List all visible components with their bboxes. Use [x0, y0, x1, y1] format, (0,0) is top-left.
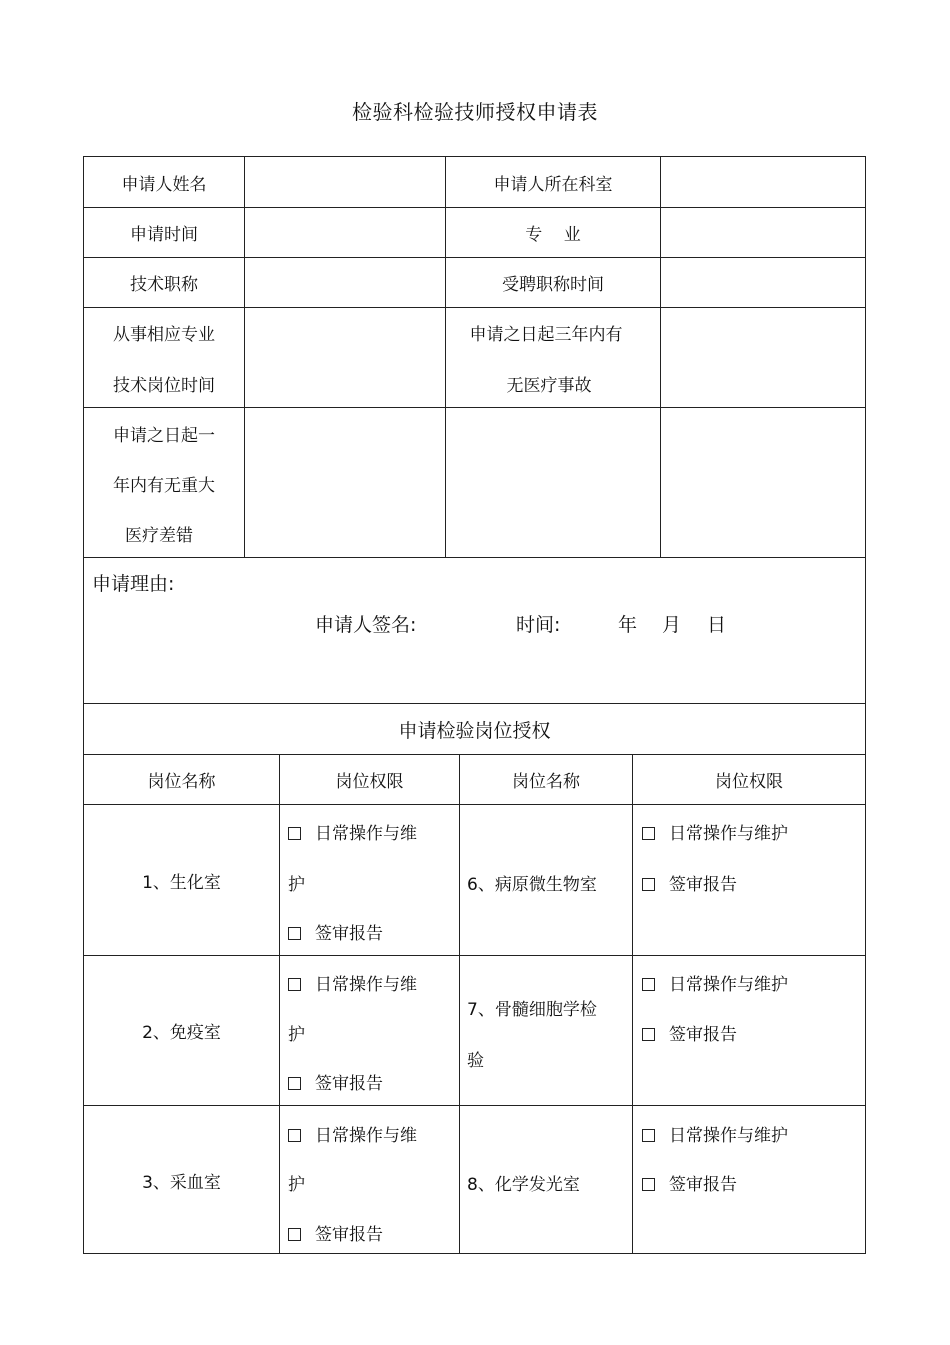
checkbox-icon[interactable] [288, 978, 301, 991]
checkbox-icon[interactable] [642, 827, 655, 840]
date-day: 日 [707, 614, 727, 636]
error-label-line1: 申请之日起一 [113, 426, 215, 446]
major-label: 专 业 [525, 225, 581, 245]
apply-time-label: 申请时间 [130, 225, 198, 245]
post-name-cell: 1、生化室 [142, 872, 221, 893]
perm-daily-option[interactable]: 日常操作与维护 [642, 1121, 788, 1146]
apply-time-field[interactable] [245, 208, 445, 257]
perm-daily-option[interactable]: 日常操作与维 [288, 970, 417, 995]
checkbox-icon[interactable] [288, 1129, 301, 1142]
checkbox-icon[interactable] [642, 1129, 655, 1142]
checkbox-icon[interactable] [288, 1228, 301, 1241]
checkbox-icon[interactable] [288, 927, 301, 940]
perm-daily-option[interactable]: 日常操作与维 [288, 819, 417, 844]
perm-daily-option[interactable]: 日常操作与维护 [642, 819, 788, 844]
checkbox-icon[interactable] [642, 1028, 655, 1041]
post-name-cell-line2: 验 [467, 1051, 484, 1071]
applicant-dept-label: 申请人所在科室 [493, 174, 613, 195]
row-divider [83, 557, 866, 558]
perm-daily-option[interactable]: 日常操作与维护 [642, 970, 788, 995]
major-field[interactable] [661, 208, 865, 257]
perm-sign-option[interactable]: 签审报告 [642, 1020, 737, 1045]
col-header-post-perm: 岗位权限 [335, 772, 404, 792]
accident-label-line2: 无医疗事故 [506, 376, 592, 396]
hire-time-label: 受聘职称时间 [502, 275, 604, 295]
error-field[interactable] [245, 408, 445, 557]
post-name-cell-line1: 7、骨髓细胞学检 [467, 1000, 597, 1020]
hire-time-field[interactable] [661, 258, 865, 307]
error-label-line2: 年内有无重大 [113, 476, 215, 496]
years-field[interactable] [245, 308, 445, 407]
row-divider [83, 407, 866, 408]
post-name-cell: 2、免疫室 [142, 1023, 221, 1043]
years-label-line2: 技术岗位时间 [113, 376, 215, 396]
col-divider [632, 754, 633, 1254]
accident-label-line1: 申请之日起三年内有 [469, 325, 623, 345]
signature-label: 申请人签名: [315, 614, 417, 636]
accident-field[interactable] [661, 308, 865, 407]
checkbox-icon[interactable] [288, 827, 301, 840]
perm-sign-option[interactable]: 签审报告 [642, 870, 737, 895]
checkbox-icon[interactable] [642, 1178, 655, 1191]
perm-sign-option[interactable]: 签审报告 [288, 919, 383, 944]
applicant-name-label: 申请人姓名 [121, 174, 207, 195]
post-name-cell: 6、病原微生物室 [467, 875, 597, 895]
col-divider [279, 754, 280, 1254]
applicant-name-field[interactable] [245, 157, 445, 207]
col-header-post-name: 岗位名称 [147, 772, 216, 792]
perm-sign-option[interactable]: 签审报告 [642, 1170, 737, 1195]
perm-daily-option-wrap: 护 [288, 1025, 305, 1045]
col-divider [459, 754, 460, 1254]
reason-label: 申请理由: [92, 573, 175, 595]
checkbox-icon[interactable] [642, 878, 655, 891]
error-label-line3: 医疗差错 [125, 526, 193, 546]
perm-sign-option[interactable]: 签审报告 [288, 1220, 383, 1245]
col-header-post-perm: 岗位权限 [715, 772, 783, 792]
page-title: 检验科检验技师授权申请表 [352, 100, 598, 124]
perm-daily-option-wrap: 护 [288, 875, 305, 895]
date-year: 年 [618, 614, 638, 636]
post-name-cell: 3、采血室 [142, 1172, 221, 1193]
auth-section-header: 申请检验岗位授权 [398, 719, 551, 742]
perm-daily-option[interactable]: 日常操作与维 [288, 1121, 417, 1146]
checkbox-icon[interactable] [642, 978, 655, 991]
date-label: 时间: [516, 614, 561, 636]
date-month: 月 [662, 614, 682, 636]
perm-sign-option[interactable]: 签审报告 [288, 1069, 383, 1094]
perm-daily-option-wrap: 护 [288, 1175, 305, 1195]
years-label-line1: 从事相应专业 [113, 325, 215, 345]
tech-title-label: 技术职称 [130, 275, 198, 295]
col-header-post-name: 岗位名称 [512, 772, 580, 792]
post-name-cell: 8、化学发光室 [467, 1175, 580, 1195]
tech-title-field[interactable] [245, 258, 445, 307]
applicant-dept-field[interactable] [661, 157, 865, 207]
checkbox-icon[interactable] [288, 1077, 301, 1090]
